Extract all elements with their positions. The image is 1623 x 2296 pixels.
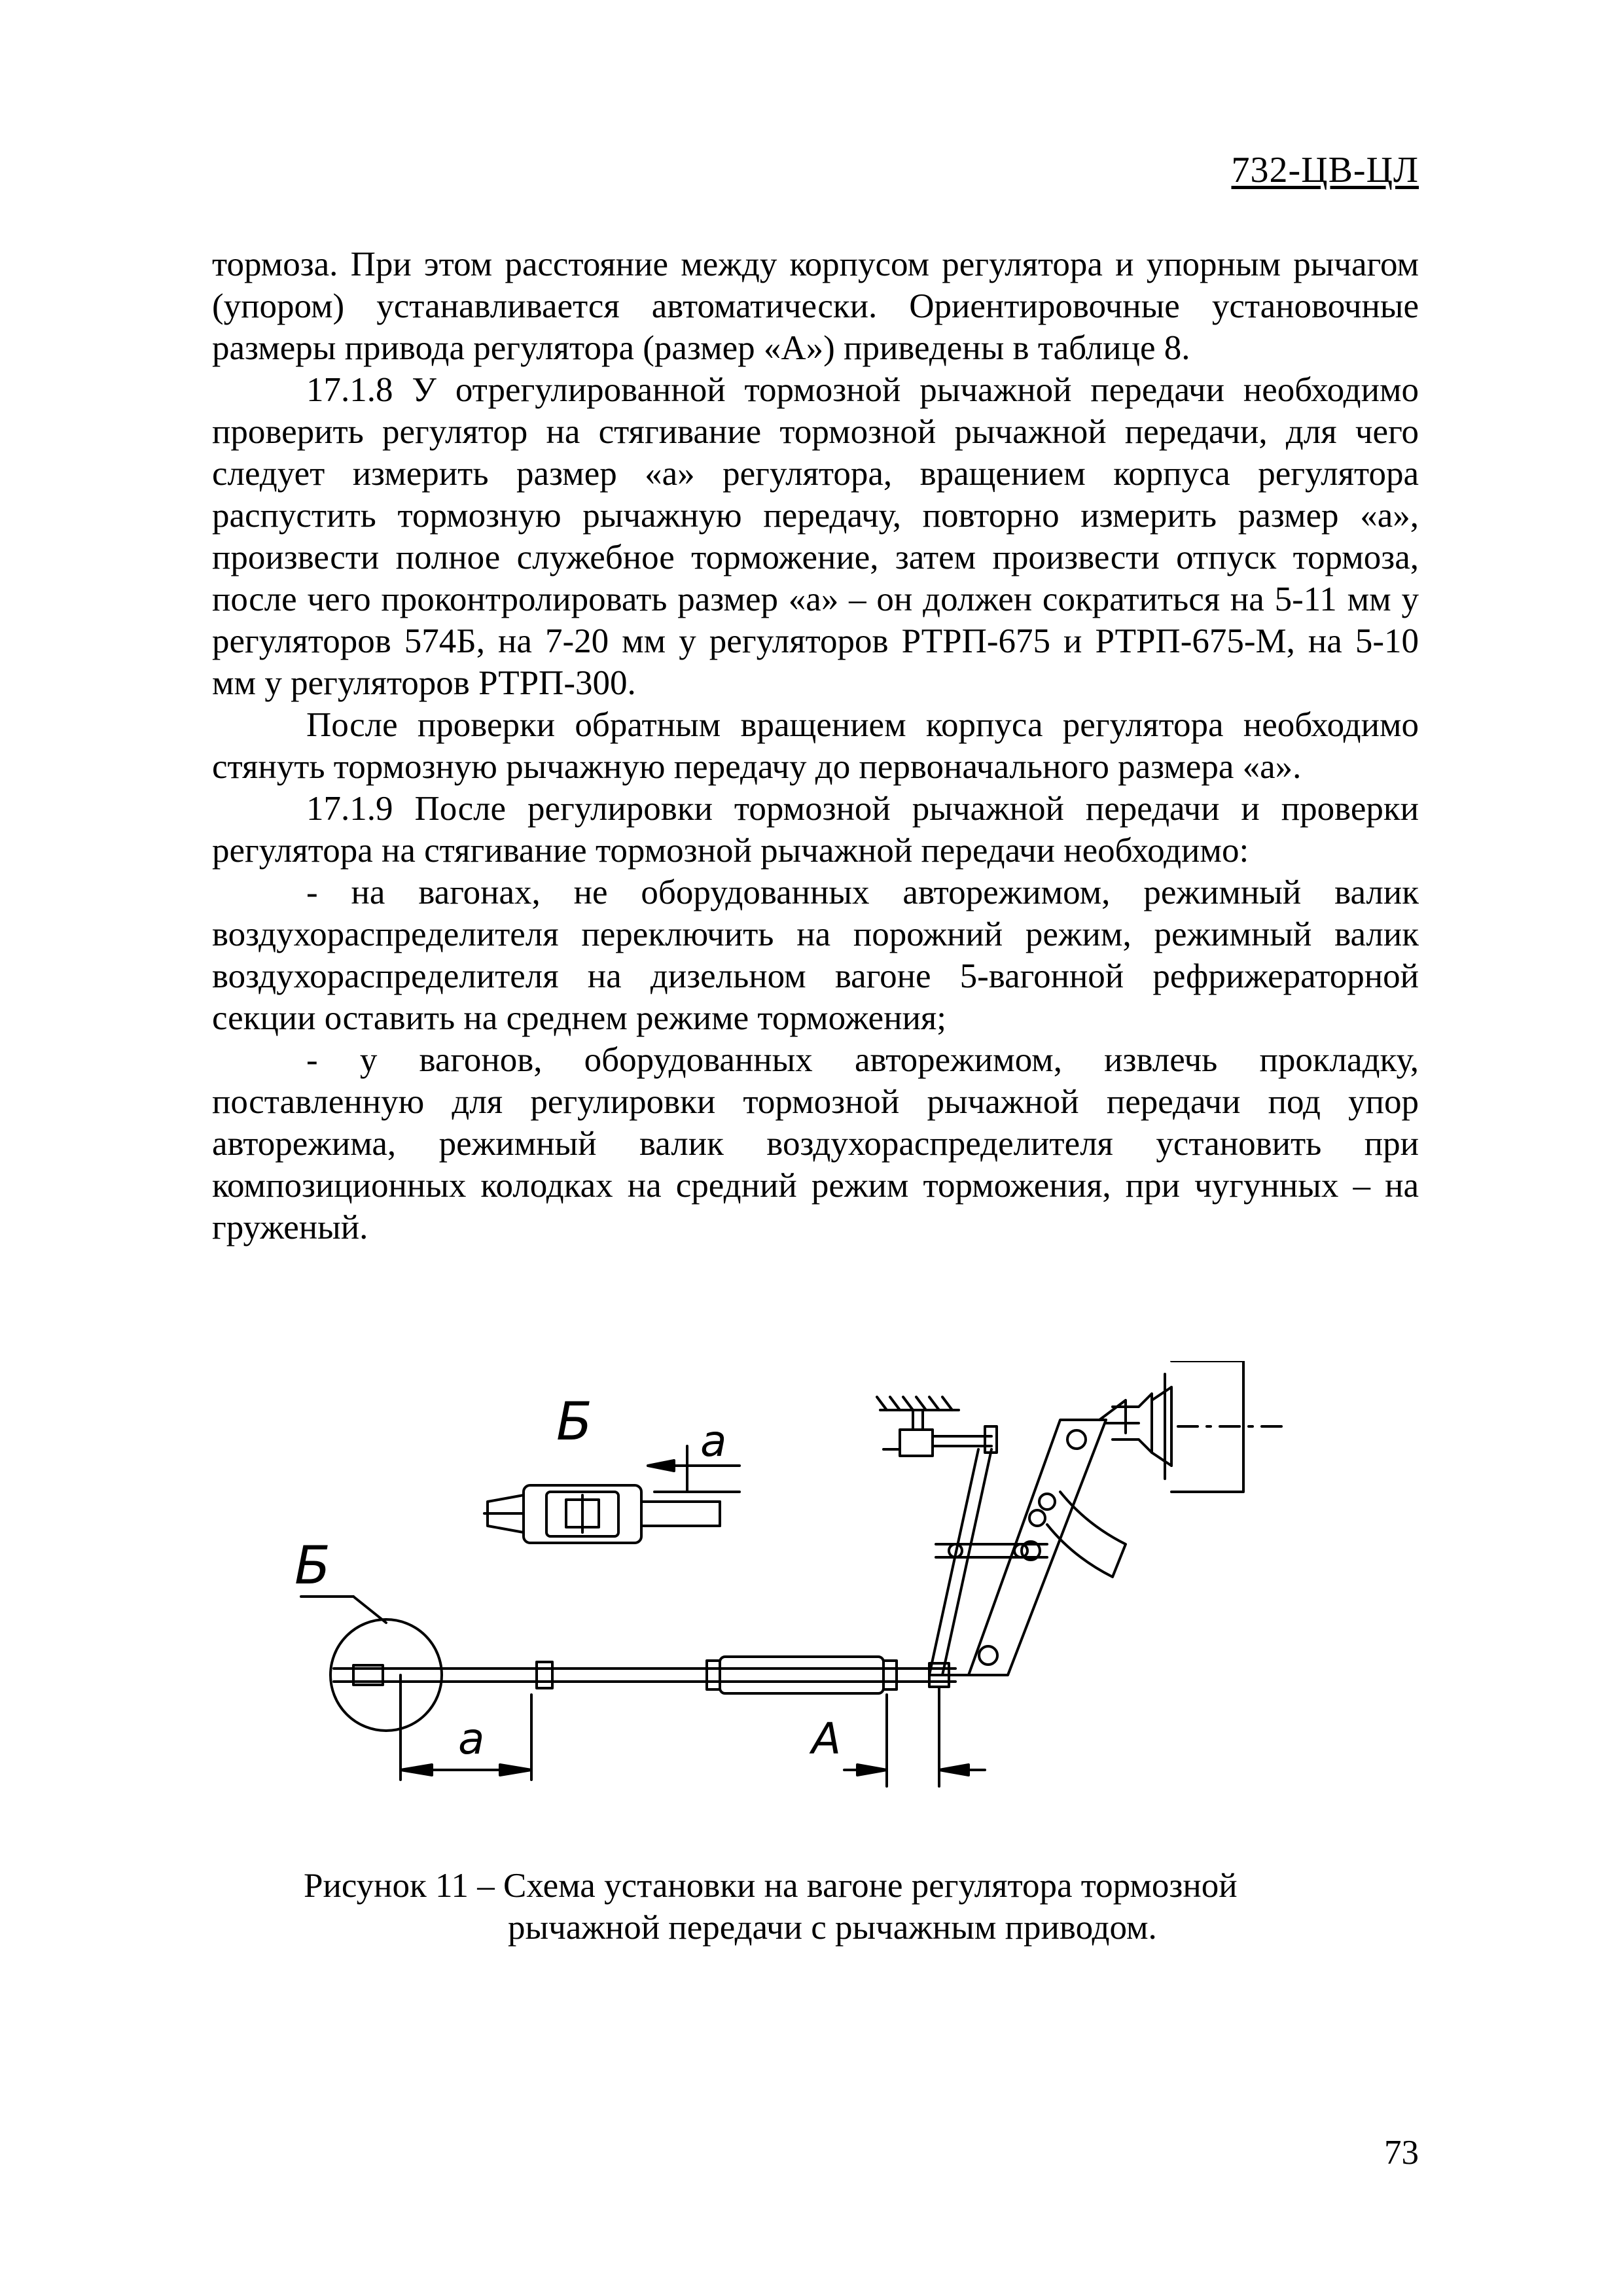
caption-line-2: рычажной передачи с рычажным приводом. xyxy=(508,1909,1157,1947)
body-text xyxy=(212,243,1419,1248)
paragraph: 17.1.8 У отрегулированной тормозной рычажной передачи необходимо проверить регулятор на стягивание тормозной рычажной передачи, для чего следует измерить размер «а» регулятора, вращением корпуса регулятора распустить тормозную рычажную передачу, повторно измерить размер «а», произвести полное служебное торможение, затем произвести отпуск тормоза, после чего проконтролировать размер «а» – он должен сократиться на 5-11 мм у регуляторов 574Б, на 7-20 мм у регуляторов РТРП-675 и РТРП-675-М, на 5-10 мм у регуляторов РТРП-300. xyxy=(212,371,1419,702)
detail-view-b xyxy=(484,1391,740,1543)
lever-drive xyxy=(877,1361,1289,1675)
paragraph: После проверки обратным вращением корпуса регулятора необходимо стянуть тормозную рычажную передачу до первоначального размера «а». xyxy=(212,706,1419,786)
dimension-a-label: a xyxy=(458,1714,485,1764)
paragraph: тормоза. При этом расстояние между корпусом регулятора и упорным рычагом (упором) устанавливается автоматически. Ориентировочные установочные размеры привода регулятора (размер «А») приведены в таблице 8. xyxy=(212,245,1419,367)
paragraph: 17.1.9 После регулировки тормозной рычажной передачи и проверки регулятора на стягивание тормозной рычажной передачи необходимо: xyxy=(212,790,1419,870)
dimension-lines xyxy=(401,1675,985,1786)
caption-line-1: Рисунок 11 – Схема установки на вагоне регулятора тормозной xyxy=(304,1867,1238,1905)
paragraph: - на вагонах, не оборудованных авторежимом, режимный валик воздухораспределителя переключить на порожний режим, режимный валик воздухораспределителя на дизельном вагоне 5-вагонной рефрижераторной секции оставить на среднем режиме торможения; xyxy=(212,874,1419,1037)
callout-b xyxy=(294,1535,442,1731)
detail-dimension-label: a xyxy=(700,1416,727,1466)
rod-assembly xyxy=(334,1657,955,1693)
brake-regulator-diagram xyxy=(0,1361,1623,1917)
figure-11 xyxy=(0,1361,1623,1917)
callout-view-label: Б xyxy=(294,1535,330,1596)
detail-view-label: Б xyxy=(556,1391,592,1452)
paragraph: - у вагонов, оборудованных авторежимом, извлечь прокладку, поставленную для регулировки тормозной рычажной передачи под упор авторежима, режимный валик воздухораспределителя установить при композиционных колодках на средний режим торможения, при чугунных – на груженый. xyxy=(212,1041,1419,1246)
document-code: 732-ЦВ-ЦЛ xyxy=(1231,150,1419,190)
figure-caption xyxy=(304,1865,1285,1949)
dimension-A-label: A xyxy=(812,1714,842,1764)
page-number: 73 xyxy=(1384,2134,1419,2172)
